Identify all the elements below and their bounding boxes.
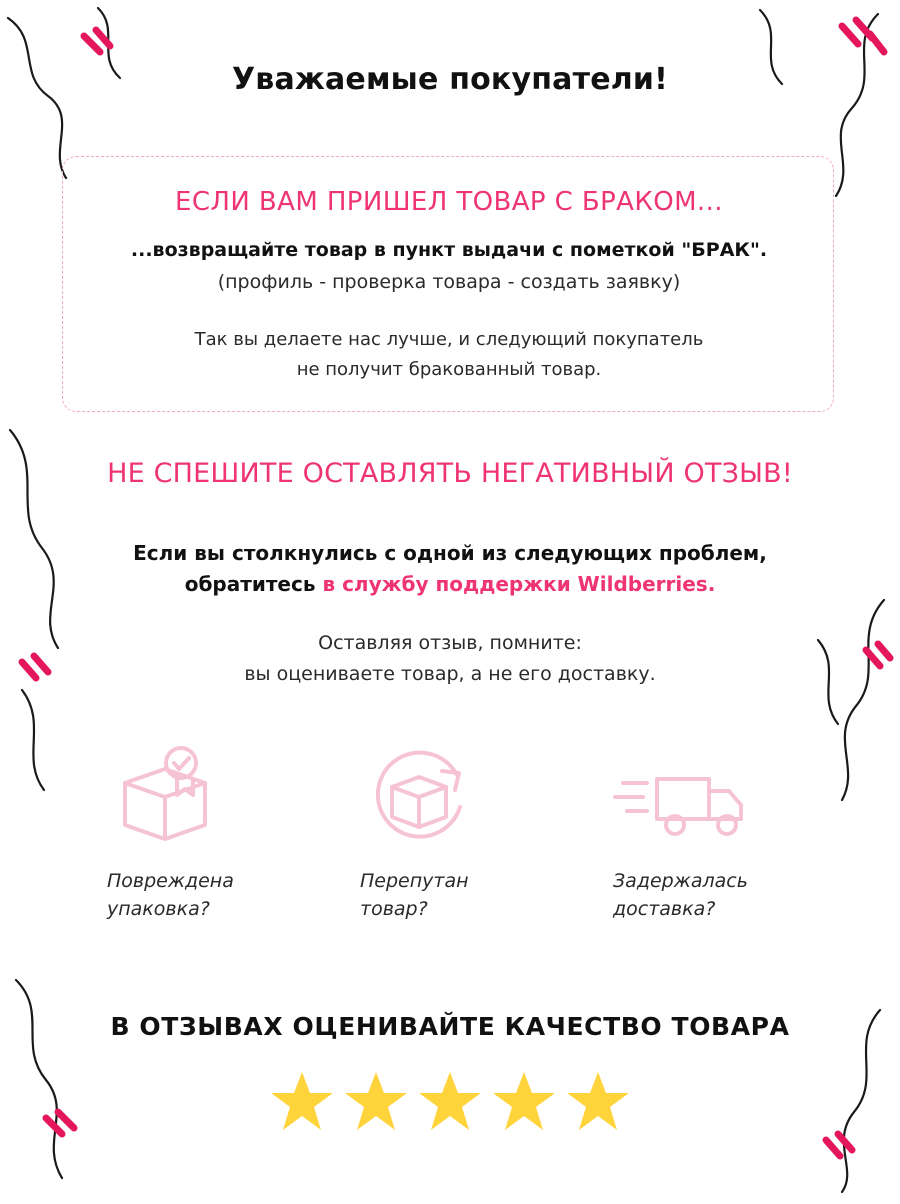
support-instruction-accent: в службу поддержки Wildberries. — [322, 572, 716, 596]
defect-explanation — [63, 325, 835, 385]
remember-note-line2: вы оцениваете товар, а не его доставку. — [244, 663, 656, 685]
star-rating — [0, 1070, 900, 1134]
support-instruction-line1: Если вы столкнулись с одной из следующих проблем, — [133, 541, 767, 565]
star-icon — [491, 1070, 557, 1134]
label-line1: Перепутан — [360, 870, 469, 892]
defect-heading: ЕСЛИ ВАМ ПРИШЕЛ ТОВАР С БРАКОМ... — [175, 187, 723, 217]
problem-label-damaged-package — [107, 867, 234, 923]
star-icon — [269, 1070, 335, 1134]
label-line1: Повреждена — [107, 870, 234, 892]
support-instruction-prefix: обратитесь — [184, 572, 323, 596]
problem-label-delayed-delivery — [613, 867, 748, 923]
damaged-package-icon — [107, 745, 225, 845]
label-line2: товар? — [360, 898, 428, 920]
problem-item-wrong-item — [328, 745, 581, 923]
defect-instruction-path: (профиль - проверка товара - создать заявку) — [217, 271, 681, 293]
defect-info-box — [62, 156, 834, 412]
defect-instruction-primary: ...возвращайте товар в пункт выдачи с пометкой "БРАК". — [130, 239, 768, 261]
problem-item-delayed-delivery — [581, 745, 834, 923]
problem-label-wrong-item — [360, 867, 469, 923]
negative-review-heading: НЕ СПЕШИТЕ ОСТАВЛЯТЬ НЕГАТИВНЫЙ ОТЗЫВ! — [107, 458, 793, 489]
defect-explanation-line2: не получит бракованный товар. — [296, 359, 602, 380]
remember-note-line1: Оставляя отзыв, помните: — [318, 632, 582, 654]
defect-explanation-line1: Так вы делаете нас лучше, и следующий покупатель — [194, 329, 704, 350]
star-icon — [565, 1070, 631, 1134]
star-icon — [417, 1070, 483, 1134]
page-title: Уважаемые покупатели! — [231, 62, 669, 97]
wrong-item-icon — [360, 745, 478, 845]
label-line2: доставка? — [613, 898, 716, 920]
support-instruction — [0, 538, 900, 600]
delayed-delivery-truck-icon — [613, 745, 753, 845]
problem-item-damaged-package — [75, 745, 328, 923]
bottom-heading: В ОТЗЫВАХ ОЦЕНИВАЙТЕ КАЧЕСТВО ТОВАРА — [110, 1012, 790, 1041]
problem-icons-row — [75, 745, 835, 923]
star-icon — [343, 1070, 409, 1134]
label-line1: Задержалась — [613, 870, 748, 892]
label-line2: упаковка? — [107, 898, 210, 920]
remember-note — [0, 628, 900, 690]
